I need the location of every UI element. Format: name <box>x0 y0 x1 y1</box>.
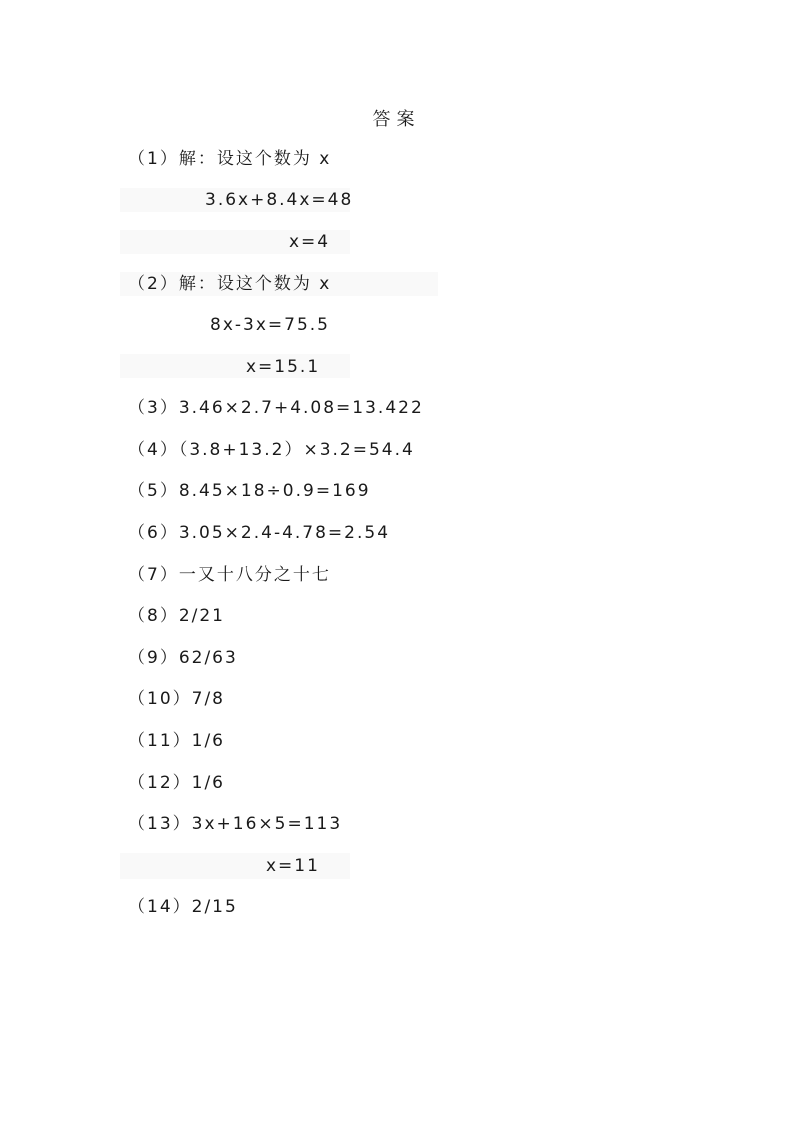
result-line: x=11 <box>266 856 320 876</box>
answer-line: （10）7/8 <box>128 689 225 709</box>
answer-line: （3）3.46×2.7+4.08=13.422 <box>128 398 424 418</box>
answer-line: （14）2/15 <box>128 897 238 917</box>
page-title: 答案 <box>372 109 421 130</box>
equation-line: 8x-3x=75.5 <box>210 315 330 335</box>
result-line: x=15.1 <box>246 357 321 377</box>
answer-line: （13）3x+16×5=113 <box>128 814 343 834</box>
answer-line: （8）2/21 <box>128 606 225 626</box>
answer-line: （11）1/6 <box>128 731 225 751</box>
answer-line: （7）一又十八分之十七 <box>128 565 331 585</box>
answer-line: （12）1/6 <box>128 773 225 793</box>
answer-line: （6）3.05×2.4-4.78=2.54 <box>128 523 391 543</box>
result-line: x=4 <box>289 232 331 252</box>
answer-line: （5）8.45×18÷0.9=169 <box>128 481 371 501</box>
answer-line: （9）62/63 <box>128 648 238 668</box>
equation-line: 3.6x+8.4x=48 <box>205 190 354 210</box>
answer-line: （1）解：设这个数为 x <box>128 149 332 169</box>
answer-line: （2）解：设这个数为 x <box>128 274 332 294</box>
answer-line: （4）（3.8+13.2）×3.2=54.4 <box>128 440 415 460</box>
